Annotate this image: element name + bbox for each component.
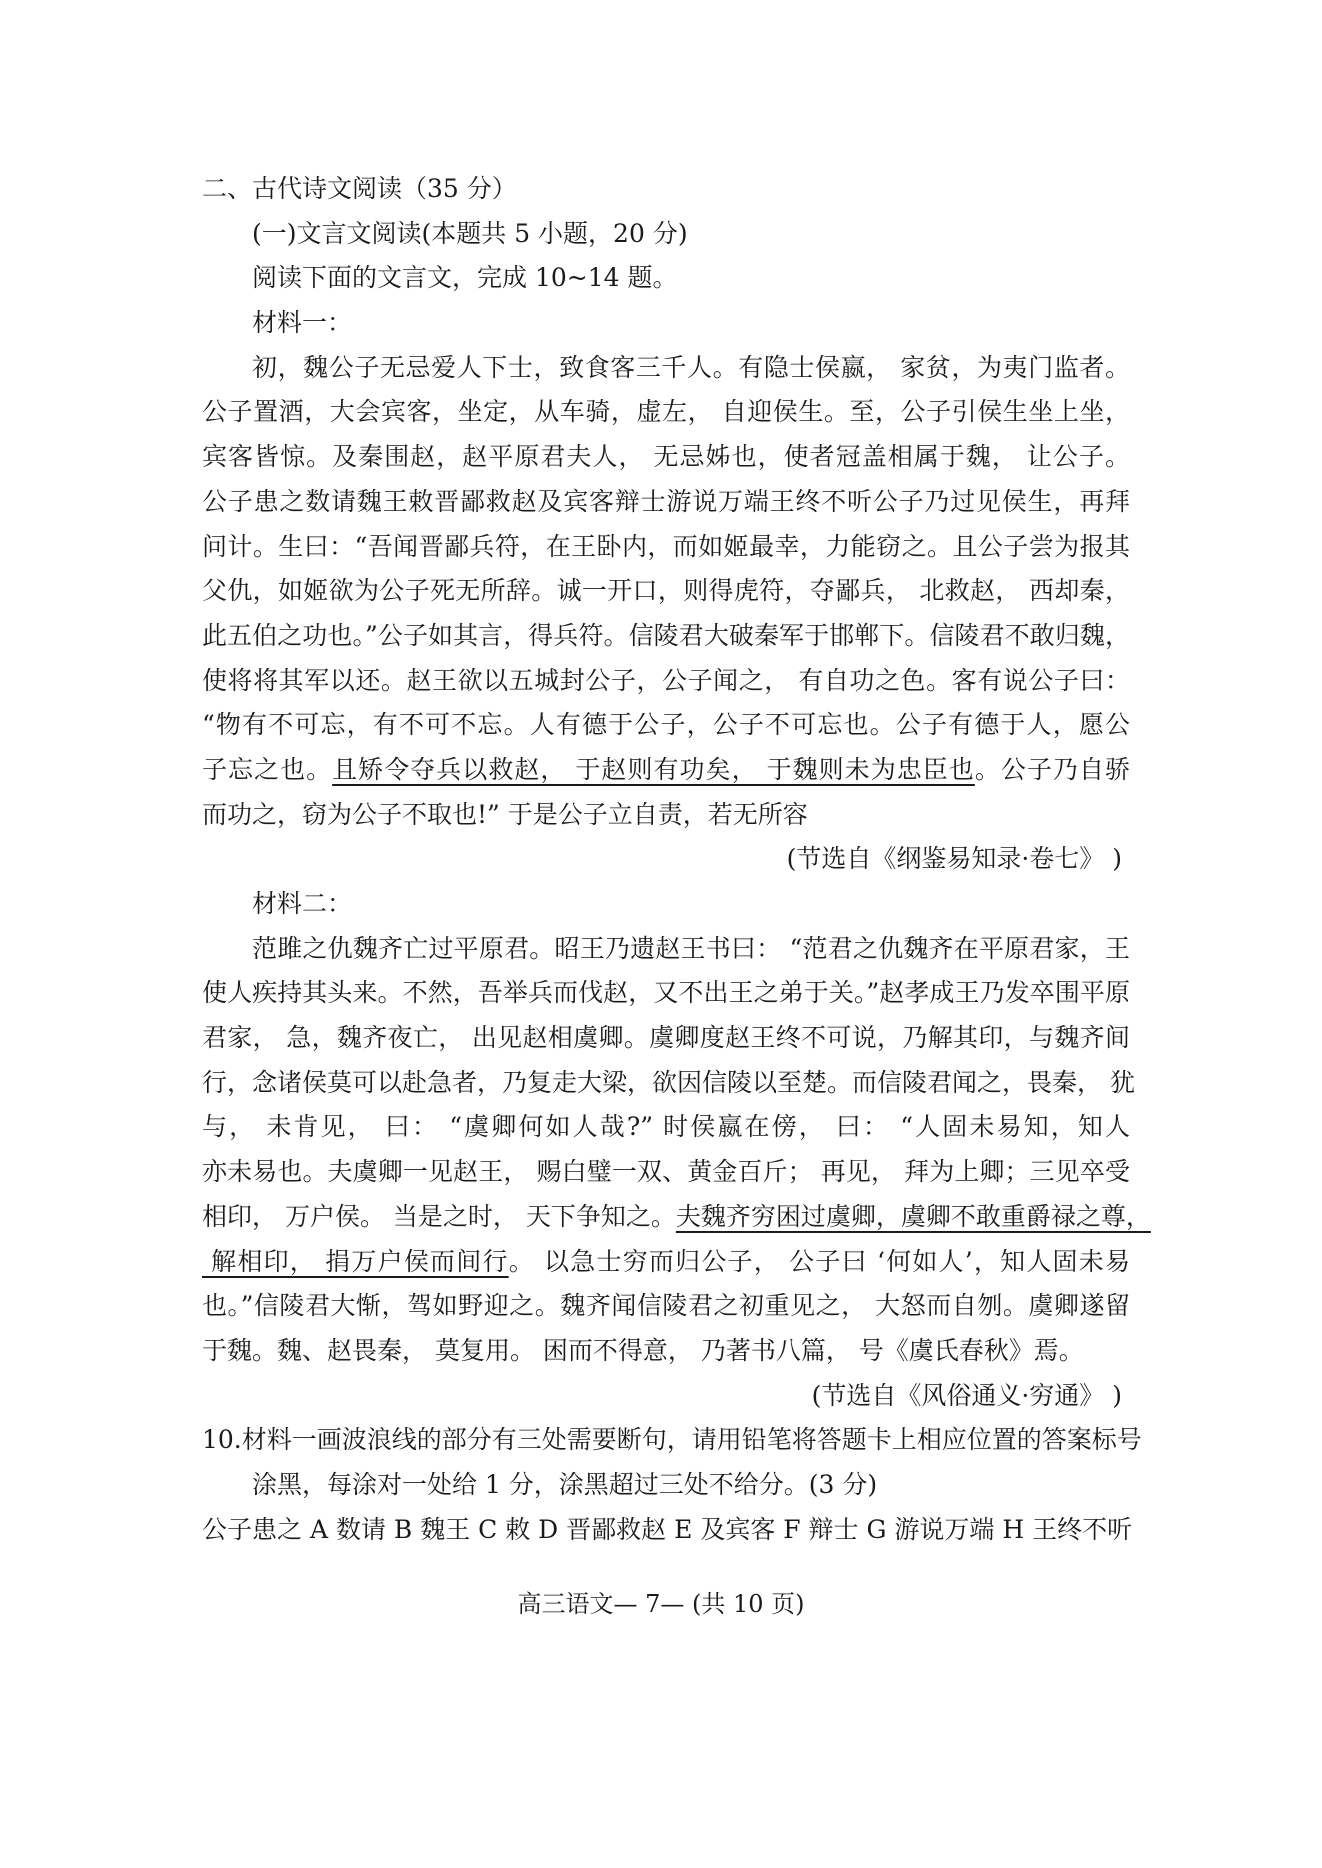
passage-line <box>202 659 1130 704</box>
passage-text: 君家， 急，魏齐夜亡， 出见赵相虞卿。虞卿度赵王终不可说，乃解其印，与魏齐间 <box>202 1023 1130 1053</box>
passage-text: 公子置酒，大会宾客，坐定，从车骑，虚左， 自迎侯生。至，公子引侯生坐上坐， <box>202 397 1130 427</box>
passage-line <box>202 748 1130 793</box>
passage-text: 于魏。魏、赵畏秦， 莫复用。 困而不得意， 乃著书八篇， 号《虞氏春秋》焉。 <box>202 1335 1084 1365</box>
material1-label: 材料一： <box>252 308 353 338</box>
passage-line <box>202 1150 1130 1195</box>
passage-line <box>202 525 1130 570</box>
material1-passage <box>202 346 1130 838</box>
passage-line <box>202 435 1130 480</box>
passage-line <box>202 1195 1151 1240</box>
passage-text: 公子患之数请魏王敕晋鄙救赵及宾客辩士游说万端王终不听公子乃过见侯生，再拜 <box>202 486 1130 516</box>
passage-text: 。公子乃自骄 <box>974 754 1130 784</box>
passage-line <box>202 346 1130 391</box>
page-content <box>202 167 1151 1552</box>
passage-line-wavy-section <box>202 480 1130 525</box>
passage-line <box>202 927 1130 972</box>
material2-source: (节选自《风俗通义·穷通》 ) <box>811 1380 1122 1410</box>
passage-text: 也。”信陵君大惭，驾如野迎之。魏齐闻信陵君之初重见之， 大怒而自刎。虞卿遂留 <box>202 1291 1130 1321</box>
passage-text: 使人疾持其头来。不然，吾举兵而伐赵，又不出王之弟于关。”赵孝成王乃发卒围平原 <box>202 978 1130 1008</box>
passage-text: “物有不可忘，有不可不忘。人有德于公子，公子不可忘也。公子有德于人，愿公 <box>202 710 1130 740</box>
page-footer: 高三语文— 7— (共 10 页) <box>517 1590 805 1618</box>
material2-label: 材料二： <box>252 889 353 918</box>
passage-line <box>202 971 1130 1016</box>
material1-source: (节选自《纲鉴易知录·卷七》 ) <box>786 844 1122 874</box>
material2-passage <box>202 927 1151 1374</box>
passage-line <box>202 1240 1130 1285</box>
passage-text: 与， 未肯见， 曰： “虞卿何如人哉?” 时侯嬴在傍， 曰： “人固未易知，知人 <box>202 1112 1130 1142</box>
passage-line <box>202 569 1130 614</box>
passage-line <box>202 1061 1135 1106</box>
question-10 <box>202 1418 1142 1552</box>
passage-text: 亦未易也。夫虞卿一见赵王， 赐白璧一双、黄金百斤； 再见， 拜为上卿；三见卒受 <box>202 1157 1130 1187</box>
passage-text: 行，念诸侯莫可以赴急者，乃复走大梁，欲因信陵以至楚。而信陵君闻之，畏秦， 犹 <box>202 1067 1135 1097</box>
passage-text: 此五伯之功也。”公子如其言，得兵符。信陵君大破秦军于邯郸下。信陵君不敢归魏， <box>202 620 1130 650</box>
underlined-sentence: 夫魏齐穷困过虞卿，虞卿不敢重爵禄之尊， <box>675 1201 1151 1231</box>
passage-line <box>202 1284 1130 1329</box>
underlined-sentence: 且矫令夺兵以救赵， 于赵则有功矣， 于魏则未为忠臣也 <box>332 754 975 784</box>
passage-text: 使将将其军以还。赵王欲以五城封公子，公子闻之， 有自功之色。客有说公子曰： <box>202 665 1130 695</box>
passage-line <box>202 390 1130 435</box>
passage-text: 相印， 万户侯。 当是之时， 天下争知之。 <box>202 1201 676 1231</box>
passage-text: 而功之，窃为公子不取也!” 于是公子立自责，若无所容 <box>202 799 808 829</box>
passage-line <box>202 703 1130 748</box>
instruction: 阅读下面的文言文，完成 10~14 题。 <box>252 263 678 293</box>
passage-text: 子忘之也。 <box>202 754 333 784</box>
passage-text: 父仇，如姬欲为公子死无所辞。诚一开口，则得虎符，夺鄙兵， 北救赵， 西却秦， <box>202 576 1130 606</box>
passage-text: 范雎之仇魏齐亡过平原君。昭王乃遗赵王书曰： “范君之仇魏齐在平原君家，王 <box>252 933 1130 963</box>
passage-text: 。 以急士穷而归公子， 公子曰 ‘何如人’，知人固未易 <box>508 1246 1130 1276</box>
passage-line <box>202 1329 1130 1374</box>
passage-text: 问计。生曰：“吾闻晋鄙兵符，在王卧内，而如姬最幸，力能窃之。且公子尝为报其 <box>202 531 1130 561</box>
question-stem: 涂黑，每涂对一处给 1 分，涂黑超过三处不给分。(3 分) <box>252 1469 878 1499</box>
passage-line <box>202 1105 1130 1150</box>
subsection-title: (一)文言文阅读(本题共 5 小题，20 分) <box>252 218 688 248</box>
passage-text: 初，魏公子无忌爱人下士，致食客三千人。有隐士侯嬴， 家贫，为夷门监者。 <box>252 352 1130 382</box>
section-title: 二、古代诗文阅读（35 分） <box>202 174 517 203</box>
underlined-sentence: 解相印， 捐万户侯而间行 <box>202 1246 509 1276</box>
passage-line <box>202 614 1130 659</box>
passage-text: 宾客皆惊。及秦围赵，赵平原君夫人， 无忌姊也，使者冠盖相属于魏， 让公子。 <box>202 442 1130 472</box>
question-stem: 10.材料一画波浪线的部分有三处需要断句，请用铅笔将答题卡上相应位置的答案标号 <box>202 1425 1142 1455</box>
question-sentence: 公子患之 A 数请 B 魏王 C 敕 D 晋鄙救赵 E 及宾客 F 辩士 G 游说万端 H 王终不听 <box>202 1514 1133 1544</box>
passage-line <box>202 1016 1130 1061</box>
passage-line <box>202 793 1130 838</box>
